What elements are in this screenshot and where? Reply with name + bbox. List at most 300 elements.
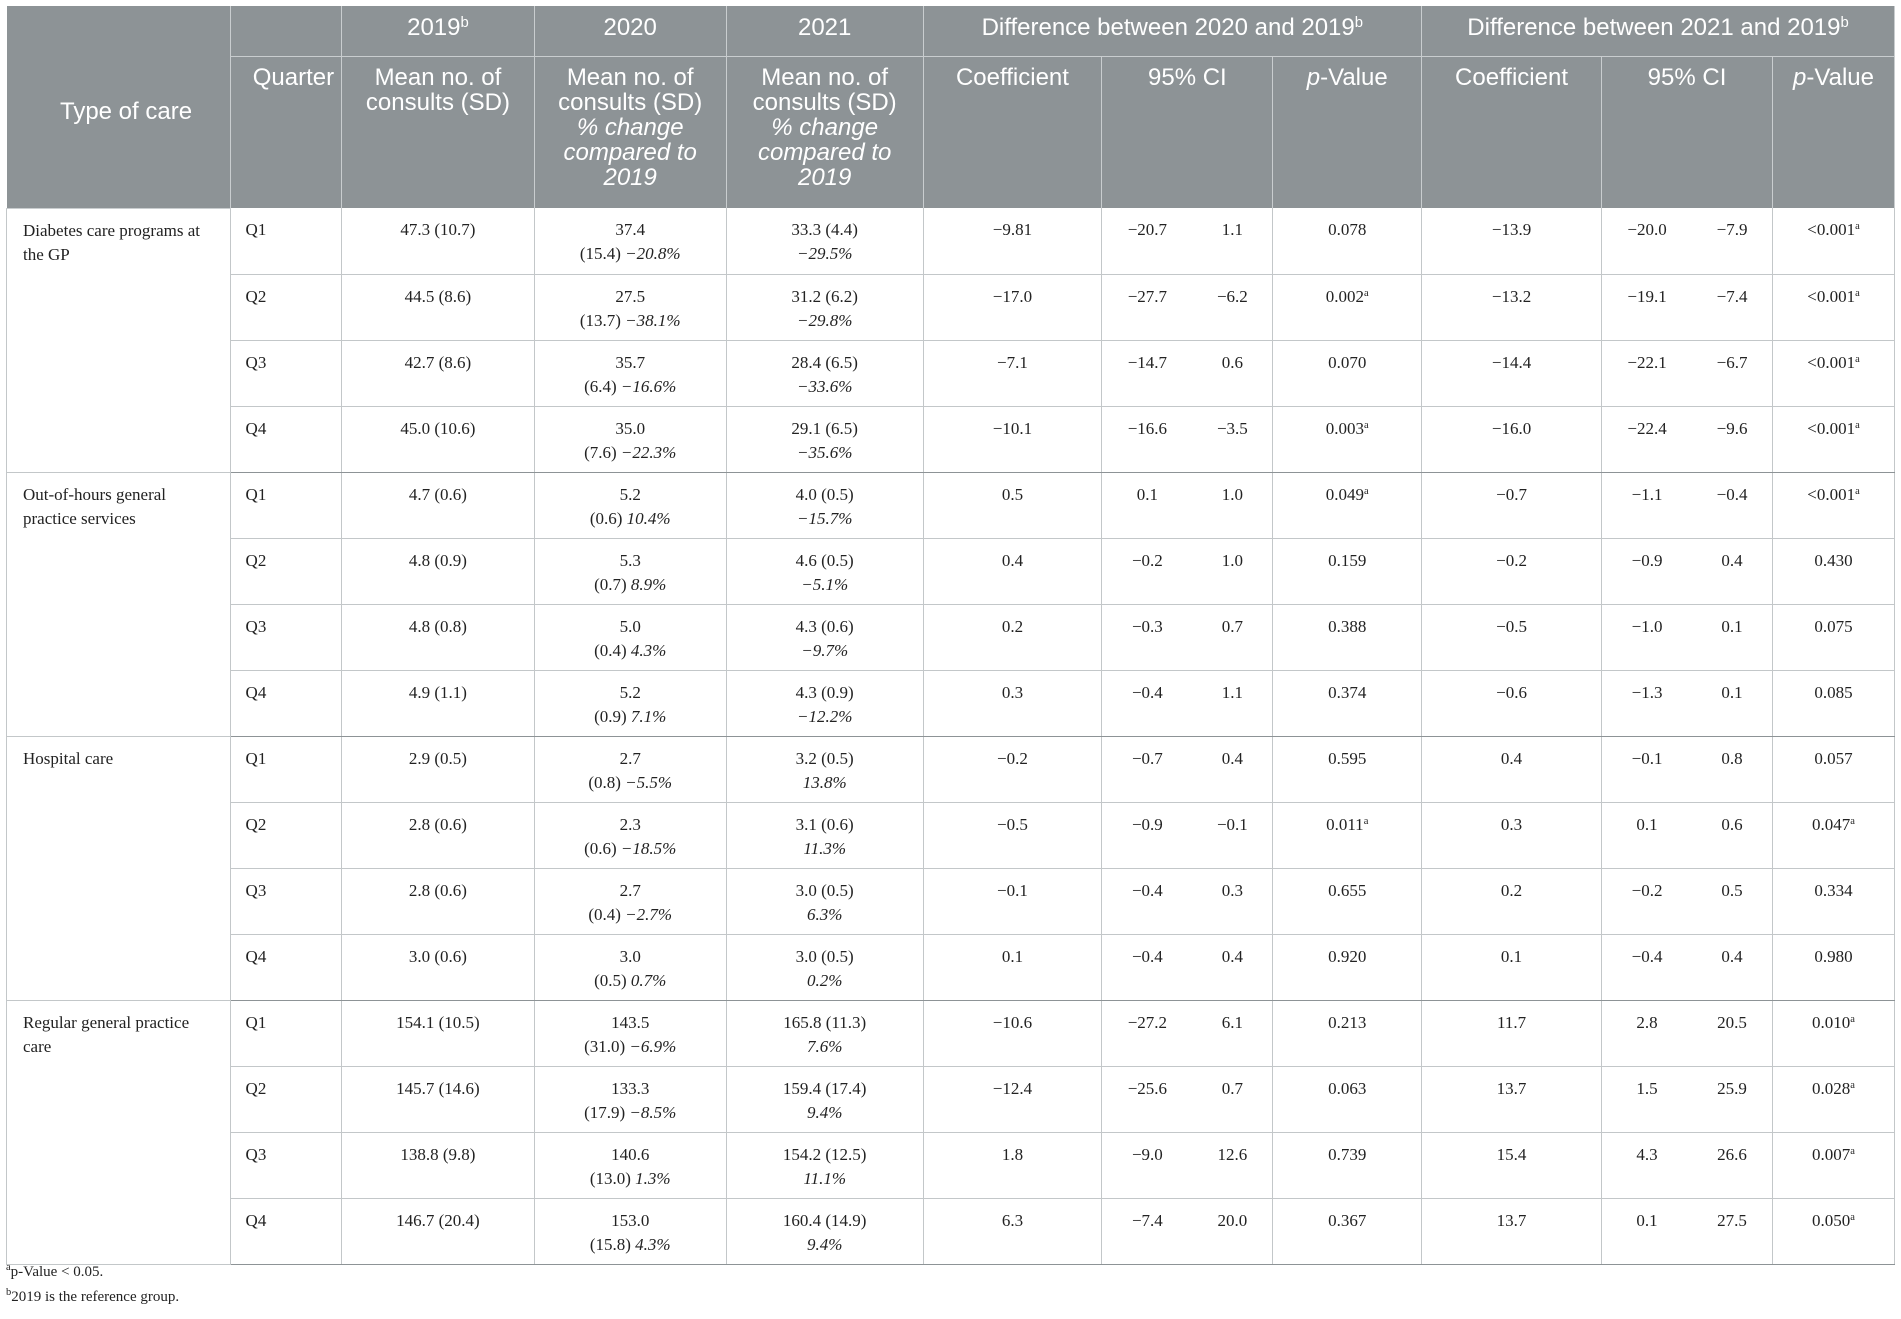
mean-2021-cell [726,1132,923,1198]
ci-high-2021-cell: −7.4 [1692,274,1772,340]
mean-2021-cell [726,868,923,934]
pvalue-2020-cell [1273,736,1422,802]
pvalue-2020-value: 0.063 [1328,1078,1367,1098]
pct-change-2020: −38.1% [625,310,681,330]
mean-2019-cell: 3.0 (0.6) [342,934,534,1000]
sd-2020-value: (15.8) [589,1234,631,1254]
mean-2020-value: 5.0 [619,616,641,636]
pvalue-2021-cell [1773,406,1895,472]
pvalue-2021-value: 0.028 [1812,1078,1851,1098]
pvalue-2021-mark: a [1855,353,1860,365]
ci-low-2020-cell: −16.6 [1102,406,1193,472]
pct-change-2020: 7.1% [630,706,667,726]
mean-2019-cell: 2.8 (0.6) [342,802,534,868]
sd-2020-value: (0.8) [588,772,621,792]
quarter-cell: Q4 [230,670,342,736]
coefficient-2021-cell: −0.2 [1422,538,1602,604]
pct-change-2020: −2.7% [625,904,673,924]
col-coefficient-2020: Coefficient [923,57,1102,209]
quarter-cell: Q2 [230,1066,342,1132]
pvalue-2021-value: 0.010 [1812,1012,1851,1032]
ci-high-2021-cell: 27.5 [1692,1198,1772,1264]
pvalue-2021-mark: a [1850,1145,1855,1157]
footnotes [6,1260,179,1310]
pvalue-2021-cell [1773,1000,1895,1066]
pvalue-2021-cell [1773,472,1895,538]
mean-2020-cell [534,604,726,670]
pvalue-2021-mark: a [1855,485,1860,497]
pvalue-2021-value: 0.085 [1814,682,1853,702]
ci-low-2020-cell: −20.7 [1102,208,1193,274]
mean-2019-cell: 2.9 (0.5) [342,736,534,802]
mean-2021-value: 31.2 (6.2) [791,286,858,306]
pct-change-2021: −29.8% [796,310,853,330]
mean-2020-cell [534,538,726,604]
ci-high-2021-cell: 20.5 [1692,1000,1772,1066]
pvalue-2020-value: 0.078 [1328,220,1367,239]
col-mean-2019: Mean no. of consults (SD) [342,57,534,209]
coefficient-2021-cell: −0.7 [1422,472,1602,538]
mean-2020-value: 27.5 [615,286,646,306]
coefficient-2020-cell: 0.2 [923,604,1102,670]
pct-change-2020: 4.3% [630,640,667,660]
ci-low-2020-cell: −14.7 [1102,340,1193,406]
pct-change-2020: 0.7% [630,970,667,990]
quarter-cell: Q2 [230,538,342,604]
quarter-cell: Q1 [230,1000,342,1066]
mean-2020-cell [534,340,726,406]
pvalue-2020-cell [1273,670,1422,736]
consults-table [6,6,1895,1265]
pct-change-2021: −15.7% [796,508,853,528]
col-coefficient-2021: Coefficient [1422,57,1602,209]
pvalue-2020-value: 0.739 [1328,1144,1367,1164]
pvalue-2021-value: <0.001 [1807,484,1856,504]
mean-2020-cell [534,406,726,472]
pvalue-2020-value: 0.213 [1328,1012,1367,1032]
ci-low-2021-cell: −1.1 [1602,472,1693,538]
pvalue-2020-cell [1273,1132,1422,1198]
pvalue-2021-mark: a [1855,221,1860,233]
ci-high-2020-cell: 20.0 [1192,1198,1272,1264]
mean-2021-cell [726,538,923,604]
pct-change-2020: 1.3% [635,1168,671,1188]
mean-2021-value: 3.0 (0.5) [795,880,854,900]
mean-2021-cell [726,1198,923,1264]
pct-change-2020: 10.4% [626,508,671,528]
col-type-of-care: Type of care [7,6,231,208]
pct-change-2021: −5.1% [801,574,849,594]
pvalue-2020-cell [1273,802,1422,868]
mean-2020-cell [534,736,726,802]
ci-high-2021-cell: 0.4 [1692,934,1772,1000]
mean-2020-cell [534,868,726,934]
type-of-care-cell: Hospital care [7,736,231,1000]
sd-2020-value: (0.6) [584,838,617,858]
quarter-cell: Q2 [230,274,342,340]
ci-high-2020-cell: 0.7 [1192,1066,1272,1132]
table-row [7,472,1895,538]
sd-2020-value: (0.6) [589,508,623,528]
mean-2021-cell [726,340,923,406]
table-row [7,868,1895,934]
pct-change-2020: −20.8% [625,244,681,263]
mean-2021-cell [726,934,923,1000]
pvalue-2020-value: 0.049 [1325,484,1364,504]
type-of-care-cell: Regular general practice care [7,1000,231,1264]
table-row [7,604,1895,670]
pvalue-2021-cell [1773,1066,1895,1132]
mean-2020-value: 5.3 [619,550,641,570]
pvalue-2021-cell [1773,1132,1895,1198]
pvalue-2020-mark: a [1364,287,1369,299]
pvalue-2020-value: 0.003 [1325,418,1364,438]
mean-2020-cell [534,472,726,538]
mean-2020-cell [534,1198,726,1264]
pct-change-2021: 11.1% [803,1168,846,1188]
coefficient-2020-cell: 0.5 [923,472,1102,538]
pvalue-2020-value: 0.655 [1328,880,1367,900]
ci-low-2021-cell: −22.1 [1602,340,1693,406]
mean-2021-cell [726,406,923,472]
coefficient-2020-cell: 0.3 [923,670,1102,736]
pvalue-2020-value: 0.367 [1328,1210,1367,1230]
ci-high-2020-cell: 6.1 [1192,1000,1272,1066]
pvalue-2021-value: 0.057 [1814,748,1853,768]
mean-2020-cell [534,802,726,868]
table-row [7,1000,1895,1066]
ci-high-2020-cell: 0.7 [1192,604,1272,670]
sd-2020-value: (13.7) [579,310,621,330]
pct-change-2020: 8.9% [630,574,667,594]
pvalue-2021-cell [1773,1198,1895,1264]
mean-2021-value: 3.0 (0.5) [795,946,854,966]
pvalue-2021-cell [1773,868,1895,934]
mean-2021-value: 29.1 (6.5) [791,418,858,438]
col-2021: 2021 [726,6,923,57]
pvalue-2020-cell [1273,538,1422,604]
pvalue-2021-value: 0.075 [1814,616,1853,636]
coefficient-2020-cell: −9.81 [923,208,1102,274]
pvalue-2021-cell [1773,604,1895,670]
coefficient-2021-cell: −14.4 [1422,340,1602,406]
coefficient-2020-cell: 6.3 [923,1198,1102,1264]
mean-2020-value: 37.4 [615,220,646,239]
mean-2020-value: 2.7 [619,880,641,900]
mean-2020-cell [534,670,726,736]
sd-2020-value: (17.9) [584,1102,626,1122]
pvalue-2021-value: <0.001 [1807,220,1856,239]
table-row [7,340,1895,406]
table-header [7,6,1895,208]
pvalue-2020-cell [1273,934,1422,1000]
mean-2021-value: 3.2 (0.5) [795,748,854,768]
quarter-cell: Q3 [230,604,342,670]
table-row [7,406,1895,472]
pvalue-2020-value: 0.011 [1326,814,1364,834]
pvalue-2021-mark: a [1850,1013,1855,1025]
sd-2020-value: (0.4) [594,640,627,660]
pvalue-2021-mark: a [1850,1211,1855,1223]
ci-low-2020-cell: −0.4 [1102,670,1193,736]
pvalue-2021-value: <0.001 [1807,352,1856,372]
ci-low-2021-cell: 2.8 [1602,1000,1693,1066]
ci-high-2020-cell: 1.1 [1192,208,1272,274]
ci-high-2020-cell: 12.6 [1192,1132,1272,1198]
mean-2021-cell [726,736,923,802]
mean-2019-cell: 4.7 (0.6) [342,472,534,538]
ci-high-2021-cell: −0.4 [1692,472,1772,538]
pvalue-2020-value: 0.070 [1328,352,1367,372]
sd-2020-value: (0.7) [594,574,627,594]
coefficient-2020-cell: −0.5 [923,802,1102,868]
coefficient-2020-cell: 0.4 [923,538,1102,604]
sd-2020-value: (13.0) [589,1168,631,1188]
ci-low-2020-cell: −25.6 [1102,1066,1193,1132]
pvalue-2021-cell [1773,934,1895,1000]
pvalue-2020-cell [1273,1198,1422,1264]
mean-2019-cell: 4.9 (1.1) [342,670,534,736]
pct-change-2021: −12.2% [796,706,853,726]
table-body [7,208,1895,1264]
pvalue-2021-cell [1773,802,1895,868]
pvalue-2020-value: 0.374 [1328,682,1367,702]
mean-2020-cell [534,1132,726,1198]
mean-2019-cell: 4.8 (0.9) [342,538,534,604]
mean-2020-value: 35.7 [615,352,646,372]
sd-2020-value: (0.9) [594,706,627,726]
mean-2020-value: 2.7 [619,748,641,768]
sd-2020-value: (0.4) [588,904,621,924]
pvalue-2020-value: 0.159 [1328,550,1367,570]
mean-2020-cell [534,274,726,340]
pct-change-2021: −29.5% [796,244,853,263]
pvalue-2020-cell [1273,274,1422,340]
pvalue-2021-value: 0.050 [1812,1210,1851,1230]
mean-2020-value: 140.6 [611,1144,650,1164]
pvalue-2021-cell [1773,340,1895,406]
pvalue-2021-cell [1773,736,1895,802]
mean-2021-value: 33.3 (4.4) [791,220,858,239]
mean-2019-cell: 42.7 (8.6) [342,340,534,406]
pvalue-2020-cell [1273,868,1422,934]
footnote-a: $^a$p-Value < 0.05. [6,1262,104,1280]
coefficient-2020-cell: 1.8 [923,1132,1102,1198]
coefficient-2020-cell: −10.6 [923,1000,1102,1066]
quarter-cell: Q1 [230,736,342,802]
pvalue-2021-mark: a [1850,815,1855,827]
col-diff-2021-2019: Difference between 2021 and 2019$^b$ [1422,6,1895,57]
ci-low-2021-cell: 0.1 [1602,802,1693,868]
ci-low-2021-cell: 0.1 [1602,1198,1693,1264]
col-2020: 2020 [534,6,726,57]
quarter-cell: Q1 [230,208,342,274]
table-row [7,208,1895,274]
pct-change-2021: 0.2% [806,970,843,990]
mean-2019-cell: 146.7 (20.4) [342,1198,534,1264]
pvalue-2021-mark: a [1850,1079,1855,1091]
mean-2021-cell [726,274,923,340]
ci-low-2021-cell: −0.9 [1602,538,1693,604]
mean-2020-value: 5.2 [619,484,641,504]
col-pvalue-2021: p-Value [1773,57,1895,209]
pvalue-2020-cell [1273,340,1422,406]
sd-2020-value: (7.6) [584,442,617,462]
ci-high-2020-cell: 0.3 [1192,868,1272,934]
ci-low-2020-cell: −0.4 [1102,868,1193,934]
sd-2020-value: (15.4) [579,244,621,263]
ci-high-2020-cell: −6.2 [1192,274,1272,340]
sd-2020-value: (6.4) [584,376,617,396]
mean-2020-value: 143.5 [611,1012,650,1032]
ci-low-2021-cell: −19.1 [1602,274,1693,340]
coefficient-2020-cell: −12.4 [923,1066,1102,1132]
coefficient-2020-cell: −0.1 [923,868,1102,934]
pct-change-2020: −5.5% [625,772,673,792]
mean-2020-value: 133.3 [611,1078,650,1098]
mean-2019-cell: 47.3 (10.7) [342,208,534,274]
ci-low-2020-cell: −9.0 [1102,1132,1193,1198]
table-row [7,1198,1895,1264]
pvalue-2021-cell [1773,274,1895,340]
pvalue-2021-cell [1773,670,1895,736]
ci-low-2021-cell: −0.1 [1602,736,1693,802]
coefficient-2021-cell: 13.7 [1422,1198,1602,1264]
mean-2019-cell: 138.8 (9.8) [342,1132,534,1198]
type-of-care-cell: Out-of-hours general practice services [7,472,231,736]
ci-low-2021-cell: −1.3 [1602,670,1693,736]
mean-2021-cell [726,604,923,670]
ci-high-2021-cell: 0.6 [1692,802,1772,868]
mean-2019-cell: 44.5 (8.6) [342,274,534,340]
quarter-cell: Q3 [230,868,342,934]
pvalue-2020-cell [1273,472,1422,538]
pvalue-2021-mark: a [1855,419,1860,431]
mean-2020-cell [534,1000,726,1066]
pvalue-2021-value: <0.001 [1807,286,1856,306]
pvalue-2021-value: 0.334 [1814,880,1853,900]
pct-change-2021: 11.3% [803,838,846,858]
table-row [7,1132,1895,1198]
ci-high-2020-cell: −0.1 [1192,802,1272,868]
pvalue-2021-cell [1773,208,1895,274]
pvalue-2020-value: 0.595 [1328,748,1367,768]
ci-high-2021-cell: −7.9 [1692,208,1772,274]
col-mean-2021: Mean no. of consults (SD) % change compared to 2019 [726,57,923,209]
ci-high-2020-cell: 0.4 [1192,934,1272,1000]
coefficient-2021-cell: 0.1 [1422,934,1602,1000]
ci-low-2020-cell: −27.2 [1102,1000,1193,1066]
table-container [6,6,1895,1265]
ci-low-2021-cell: 4.3 [1602,1132,1693,1198]
ci-low-2021-cell: −0.2 [1602,868,1693,934]
mean-2020-value: 2.3 [619,814,641,834]
quarter-cell: Q4 [230,1198,342,1264]
ci-high-2020-cell: 1.1 [1192,670,1272,736]
pvalue-2020-mark: a [1364,485,1369,497]
ci-low-2020-cell: −0.9 [1102,802,1193,868]
mean-2020-cell [534,208,726,274]
mean-2021-value: 28.4 (6.5) [791,352,858,372]
mean-2021-value: 4.3 (0.6) [795,616,854,636]
mean-2021-value: 4.0 (0.5) [795,484,854,504]
pvalue-2021-value: 0.980 [1814,946,1853,966]
mean-2021-cell [726,1000,923,1066]
pvalue-2020-cell [1273,208,1422,274]
mean-2021-cell [726,670,923,736]
coefficient-2021-cell: 0.3 [1422,802,1602,868]
pvalue-2020-cell [1273,1066,1422,1132]
mean-2020-cell [534,1066,726,1132]
pct-change-2020: −18.5% [620,838,677,858]
ci-low-2021-cell: 1.5 [1602,1066,1693,1132]
coefficient-2021-cell: 11.7 [1422,1000,1602,1066]
mean-2019-cell: 154.1 (10.5) [342,1000,534,1066]
mean-2021-cell [726,472,923,538]
sd-2020-value: (0.5) [594,970,627,990]
pvalue-2020-cell [1273,1000,1422,1066]
col-quarter: Quarter [230,57,342,209]
mean-2020-value: 153.0 [611,1210,650,1230]
ci-high-2020-cell: 0.4 [1192,736,1272,802]
mean-2021-value: 160.4 (14.9) [782,1210,867,1230]
col-mean-2020: Mean no. of consults (SD) % change compared to 2019 [534,57,726,209]
pct-change-2021: 9.4% [806,1102,843,1122]
type-of-care-cell: Diabetes care programs at the GP [7,208,231,472]
mean-2020-value: 5.2 [619,682,641,702]
quarter-cell: Q1 [230,472,342,538]
ci-low-2021-cell: −20.0 [1602,208,1693,274]
pct-change-2021: 9.4% [806,1234,843,1254]
ci-high-2020-cell: 0.6 [1192,340,1272,406]
col-2019: 2019$^b$ [342,6,534,57]
coefficient-2021-cell: 0.4 [1422,736,1602,802]
quarter-cell: Q3 [230,1132,342,1198]
ci-low-2021-cell: −22.4 [1602,406,1693,472]
coefficient-2020-cell: 0.1 [923,934,1102,1000]
mean-2021-cell [726,1066,923,1132]
pvalue-2020-cell [1273,604,1422,670]
ci-high-2021-cell: 0.1 [1692,604,1772,670]
ci-low-2020-cell: −0.3 [1102,604,1193,670]
pvalue-2021-value: <0.001 [1807,418,1856,438]
ci-low-2020-cell: 0.1 [1102,472,1193,538]
ci-high-2021-cell: 0.8 [1692,736,1772,802]
pvalue-2020-mark: a [1364,419,1369,431]
col-pvalue-2020: p-Value [1273,57,1422,209]
sd-2020-value: (31.0) [584,1036,626,1056]
mean-2020-cell [534,934,726,1000]
ci-high-2021-cell: −6.7 [1692,340,1772,406]
ci-low-2021-cell: −1.0 [1602,604,1693,670]
coefficient-2021-cell: −0.6 [1422,670,1602,736]
table-row [7,538,1895,604]
pct-change-2020: −8.5% [629,1102,677,1122]
col-ci-2021: 95% CI [1602,57,1773,209]
ci-high-2021-cell: 0.5 [1692,868,1772,934]
coefficient-2020-cell: −10.1 [923,406,1102,472]
table-row [7,1066,1895,1132]
pct-change-2020: −22.3% [620,442,677,462]
pvalue-2021-value: 0.047 [1812,814,1851,834]
col-ci-2020: 95% CI [1102,57,1273,209]
mean-2021-value: 165.8 (11.3) [783,1012,867,1032]
mean-2019-cell: 2.8 (0.6) [342,868,534,934]
quarter-cell: Q4 [230,406,342,472]
mean-2019-cell: 45.0 (10.6) [342,406,534,472]
mean-2020-value: 3.0 [619,946,641,966]
coefficient-2021-cell: 15.4 [1422,1132,1602,1198]
